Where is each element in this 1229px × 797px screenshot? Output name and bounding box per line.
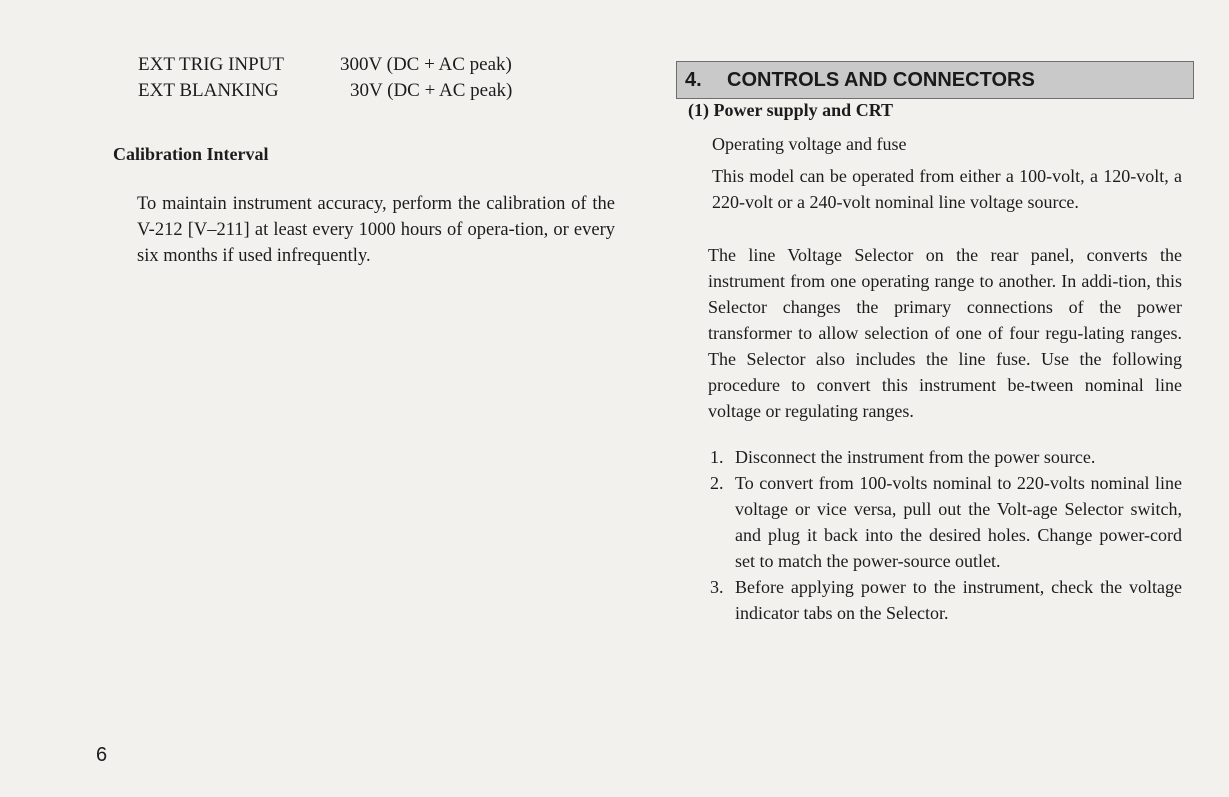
step-number: 3. [710, 577, 724, 597]
procedure-step [710, 444, 1182, 470]
voltage-selector-paragraph: The line Voltage Selector on the rear panel, converts the instrument from one operating range to another. In addi-tion, this Selector changes the primary connections of the power transformer to allow selection of one of four regu-lating ranges. The Selector also includes the line fuse. Use the following procedure to convert this instrument be-tween nominal line voltage or regulating ranges. [708, 245, 1182, 421]
procedure-list [710, 444, 1182, 626]
procedure-step [710, 574, 1182, 626]
section-title: CONTROLS AND CONNECTORS [727, 68, 1035, 91]
topic-title: Operating voltage and fuse [712, 134, 907, 154]
spec-row-ext-blanking [138, 78, 512, 104]
calibration-heading: Calibration Interval [113, 144, 269, 164]
step-number: 1. [710, 447, 724, 467]
spec-row-ext-trig [138, 52, 512, 78]
spec-label: EXT BLANKING [138, 80, 279, 101]
procedure-step [710, 470, 1182, 574]
spec-value: 300V (DC + AC peak) [340, 54, 512, 75]
calibration-paragraph: To maintain instrument accuracy, perform the calibration of the V-212 [V–211] at least every 1000 hours of opera-tion, or every six months if used infrequently. [137, 194, 615, 266]
step-text: Before applying power to the instrument, check the voltage indicator tabs on the Selector. [735, 577, 1182, 623]
section-header [676, 61, 1194, 99]
step-text: Disconnect the instrument from the power source. [735, 447, 1096, 467]
spec-value: 30V (DC + AC peak) [350, 80, 513, 101]
step-number: 2. [710, 473, 724, 493]
step-text: To convert from 100-volts nominal to 220-volts nominal line voltage or vice versa, pull out the Volt-age Selector switch, and plug it back into the desired holes. Change power-cord set to match the power-source outlet. [735, 473, 1182, 571]
spec-label: EXT TRIG INPUT [138, 54, 285, 75]
page-number: 6 [96, 744, 108, 766]
subsection-heading: (1) Power supply and CRT [688, 100, 894, 120]
section-number: 4. [685, 68, 702, 91]
input-limits-table [138, 52, 512, 104]
operating-voltage-paragraph: This model can be operated from either a 100-volt, a 120-volt, a 220-volt or a 240-volt nominal line voltage source. [712, 166, 1182, 212]
